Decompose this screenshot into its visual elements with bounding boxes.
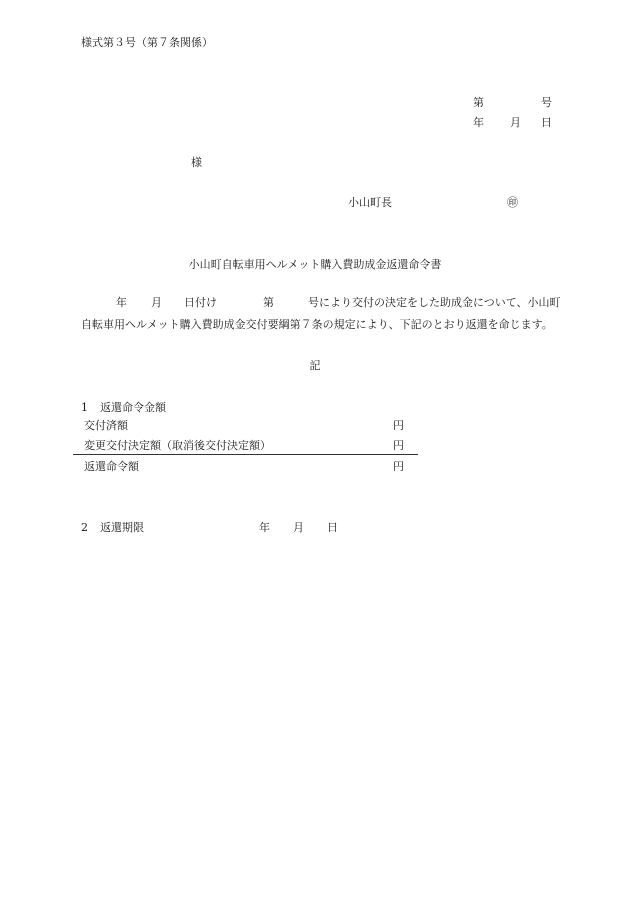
body-no-prefix: 第 <box>263 296 274 309</box>
body-line-2: 自転車用ヘルメット購入費助成金交付要綱第７条の規定により、下記のとおり返還を命じます。 <box>81 318 553 331</box>
sender-name: 小山町長 <box>348 196 392 209</box>
amount-row-label: 変更交付決定額（取消後交付決定額） <box>84 439 271 452</box>
document-title: 小山町自転車用ヘルメット購入費助成金返還命令書 <box>188 258 442 271</box>
ki-marker: 記 <box>309 359 321 372</box>
deadline-day: 日 <box>327 521 338 534</box>
document-number-suffix: 号 <box>541 96 552 109</box>
issue-date-day: 日 <box>541 116 552 129</box>
deadline-month: 月 <box>293 521 304 534</box>
amount-row-unit: 円 <box>393 460 404 473</box>
section-1-number: 1 <box>81 401 88 414</box>
addressee-honorific: 様 <box>191 156 202 169</box>
section-2-title: 返還期限 <box>100 521 144 534</box>
subtotal-divider <box>73 454 418 455</box>
issue-date-year: 年 <box>473 116 484 129</box>
amount-row-label: 返還命令額 <box>84 460 139 473</box>
section-1-title: 返還命令金額 <box>100 401 166 414</box>
section-1-heading <box>81 402 166 413</box>
document-number-prefix: 第 <box>473 96 484 109</box>
amount-row-unit: 円 <box>393 439 404 452</box>
amount-row-unit: 円 <box>393 419 404 432</box>
section-2-number: 2 <box>81 521 88 534</box>
body-month: 月 <box>151 296 162 309</box>
body-line-1 <box>116 297 561 308</box>
form-number: 様式第３号（第７条関係） <box>81 36 213 49</box>
section-2-heading <box>81 522 144 533</box>
body-year: 年 <box>116 296 127 309</box>
seal-mark: ㊞ <box>507 196 518 209</box>
issue-date-month: 月 <box>510 116 521 129</box>
deadline-year: 年 <box>259 521 270 534</box>
body-line1-rest: 号により交付の決定をした助成金について、小山町 <box>308 296 561 309</box>
amount-row-label: 交付済額 <box>84 419 128 432</box>
body-date-suffix: 日付け <box>184 296 217 309</box>
